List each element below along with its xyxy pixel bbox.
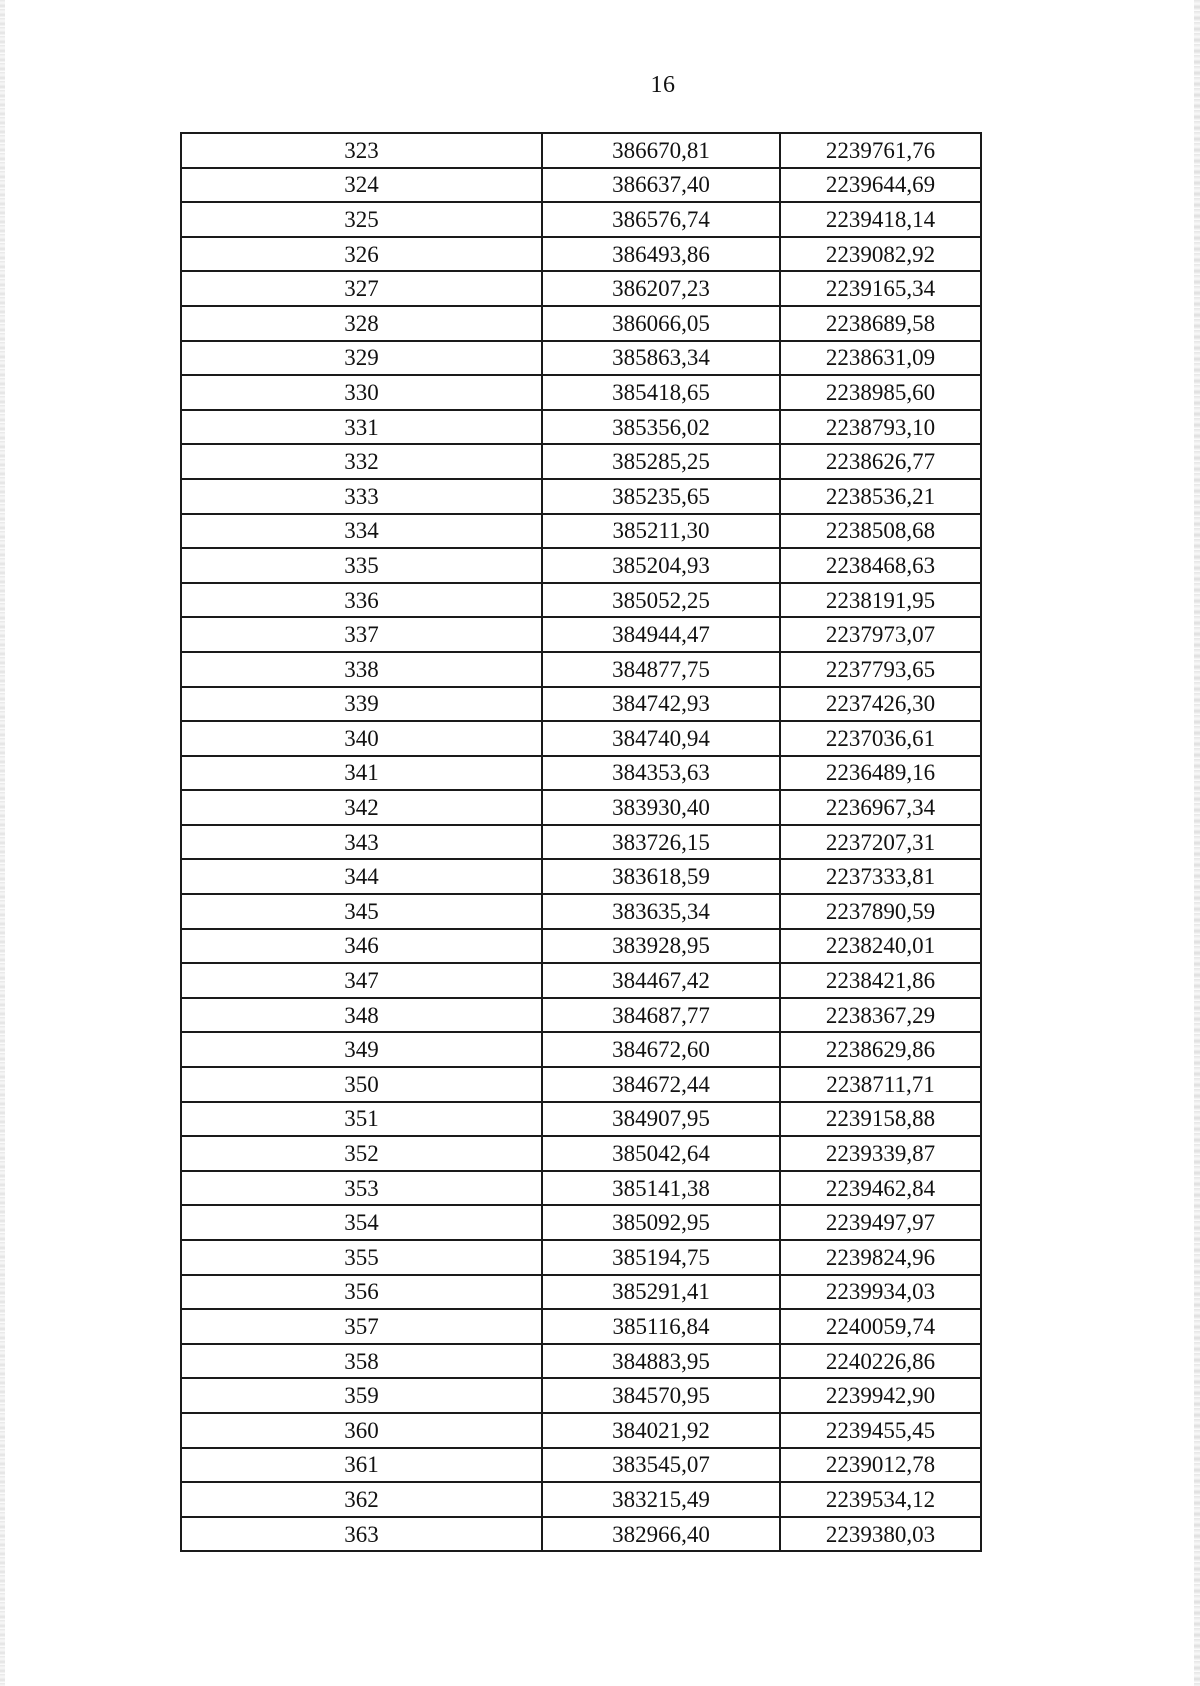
x-coordinate-cell: 384687,77 (542, 998, 780, 1033)
point-number-cell: 349 (181, 1032, 542, 1067)
point-number-cell: 329 (181, 341, 542, 376)
table-row (181, 410, 981, 445)
y-coordinate-cell: 2238631,09 (780, 341, 981, 376)
x-coordinate-cell: 385863,34 (542, 341, 780, 376)
x-coordinate-cell: 385235,65 (542, 479, 780, 514)
table-row (181, 1032, 981, 1067)
point-number-cell: 333 (181, 479, 542, 514)
x-coordinate-cell: 386576,74 (542, 202, 780, 237)
x-coordinate-cell: 383928,95 (542, 929, 780, 964)
table-row (181, 1136, 981, 1171)
y-coordinate-cell: 2236967,34 (780, 790, 981, 825)
table-row (181, 929, 981, 964)
table-row (181, 652, 981, 687)
table-row (181, 721, 981, 756)
point-number-cell: 323 (181, 133, 542, 168)
table-row (181, 375, 981, 410)
point-number-cell: 354 (181, 1205, 542, 1240)
y-coordinate-cell: 2237973,07 (780, 617, 981, 652)
table-row (181, 790, 981, 825)
x-coordinate-cell: 386493,86 (542, 237, 780, 272)
x-coordinate-cell: 384353,63 (542, 756, 780, 791)
table-row (181, 1517, 981, 1552)
y-coordinate-cell: 2239165,34 (780, 271, 981, 306)
y-coordinate-cell: 2237207,31 (780, 825, 981, 860)
y-coordinate-cell: 2239761,76 (780, 133, 981, 168)
point-number-cell: 331 (181, 410, 542, 445)
y-coordinate-cell: 2239158,88 (780, 1102, 981, 1137)
x-coordinate-cell: 384672,44 (542, 1067, 780, 1102)
table-row (181, 1448, 981, 1483)
x-coordinate-cell: 386066,05 (542, 306, 780, 341)
x-coordinate-cell: 384021,92 (542, 1413, 780, 1448)
x-coordinate-cell: 385092,95 (542, 1205, 780, 1240)
table-row (181, 202, 981, 237)
table-row (181, 168, 981, 203)
point-number-cell: 347 (181, 963, 542, 998)
y-coordinate-cell: 2237036,61 (780, 721, 981, 756)
table-row (181, 133, 981, 168)
table-row (181, 963, 981, 998)
table-row (181, 859, 981, 894)
table-row (181, 894, 981, 929)
x-coordinate-cell: 384944,47 (542, 617, 780, 652)
x-coordinate-cell: 385141,38 (542, 1171, 780, 1206)
x-coordinate-cell: 385418,65 (542, 375, 780, 410)
point-number-cell: 346 (181, 929, 542, 964)
point-number-cell: 355 (181, 1240, 542, 1275)
y-coordinate-cell: 2238508,68 (780, 514, 981, 549)
x-coordinate-cell: 385211,30 (542, 514, 780, 549)
table-row (181, 825, 981, 860)
x-coordinate-cell: 386637,40 (542, 168, 780, 203)
table-row (181, 1413, 981, 1448)
point-number-cell: 343 (181, 825, 542, 860)
y-coordinate-cell: 2239934,03 (780, 1275, 981, 1310)
x-coordinate-cell: 383726,15 (542, 825, 780, 860)
y-coordinate-cell: 2239462,84 (780, 1171, 981, 1206)
coordinates-table (180, 132, 982, 1552)
x-coordinate-cell: 386670,81 (542, 133, 780, 168)
point-number-cell: 361 (181, 1448, 542, 1483)
table-row (181, 271, 981, 306)
table-row (181, 548, 981, 583)
y-coordinate-cell: 2239082,92 (780, 237, 981, 272)
point-number-cell: 351 (181, 1102, 542, 1137)
x-coordinate-cell: 385052,25 (542, 583, 780, 618)
point-number-cell: 360 (181, 1413, 542, 1448)
table-row (181, 617, 981, 652)
table-row (181, 1171, 981, 1206)
y-coordinate-cell: 2238689,58 (780, 306, 981, 341)
y-coordinate-cell: 2237426,30 (780, 687, 981, 722)
point-number-cell: 335 (181, 548, 542, 583)
y-coordinate-cell: 2238191,95 (780, 583, 981, 618)
x-coordinate-cell: 385042,64 (542, 1136, 780, 1171)
y-coordinate-cell: 2238468,63 (780, 548, 981, 583)
x-coordinate-cell: 385116,84 (542, 1309, 780, 1344)
y-coordinate-cell: 2239418,14 (780, 202, 981, 237)
table-row (181, 1344, 981, 1379)
y-coordinate-cell: 2239534,12 (780, 1482, 981, 1517)
page-number: 16 (650, 72, 676, 98)
y-coordinate-cell: 2239380,03 (780, 1517, 981, 1552)
point-number-cell: 359 (181, 1378, 542, 1413)
point-number-cell: 325 (181, 202, 542, 237)
point-number-cell: 340 (181, 721, 542, 756)
point-number-cell: 330 (181, 375, 542, 410)
point-number-cell: 357 (181, 1309, 542, 1344)
x-coordinate-cell: 383215,49 (542, 1482, 780, 1517)
point-number-cell: 337 (181, 617, 542, 652)
point-number-cell: 344 (181, 859, 542, 894)
x-coordinate-cell: 384907,95 (542, 1102, 780, 1137)
point-number-cell: 363 (181, 1517, 542, 1552)
x-coordinate-cell: 385194,75 (542, 1240, 780, 1275)
scan-edge-left (0, 0, 5, 1686)
y-coordinate-cell: 2238626,77 (780, 444, 981, 479)
point-number-cell: 324 (181, 168, 542, 203)
table-row (181, 306, 981, 341)
point-number-cell: 352 (181, 1136, 542, 1171)
table-row (181, 1102, 981, 1137)
point-number-cell: 339 (181, 687, 542, 722)
table-row (181, 341, 981, 376)
x-coordinate-cell: 385204,93 (542, 548, 780, 583)
y-coordinate-cell: 2239824,96 (780, 1240, 981, 1275)
table-row (181, 1482, 981, 1517)
y-coordinate-cell: 2238711,71 (780, 1067, 981, 1102)
x-coordinate-cell: 384877,75 (542, 652, 780, 687)
table-row (181, 444, 981, 479)
point-number-cell: 326 (181, 237, 542, 272)
y-coordinate-cell: 2240226,86 (780, 1344, 981, 1379)
point-number-cell: 327 (181, 271, 542, 306)
y-coordinate-cell: 2239942,90 (780, 1378, 981, 1413)
table-row (181, 479, 981, 514)
x-coordinate-cell: 383618,59 (542, 859, 780, 894)
x-coordinate-cell: 384467,42 (542, 963, 780, 998)
point-number-cell: 356 (181, 1275, 542, 1310)
y-coordinate-cell: 2238536,21 (780, 479, 981, 514)
y-coordinate-cell: 2238629,86 (780, 1032, 981, 1067)
y-coordinate-cell: 2237333,81 (780, 859, 981, 894)
y-coordinate-cell: 2239339,87 (780, 1136, 981, 1171)
y-coordinate-cell: 2238367,29 (780, 998, 981, 1033)
point-number-cell: 338 (181, 652, 542, 687)
x-coordinate-cell: 384672,60 (542, 1032, 780, 1067)
x-coordinate-cell: 383635,34 (542, 894, 780, 929)
x-coordinate-cell: 383930,40 (542, 790, 780, 825)
table-row (181, 237, 981, 272)
table-row (181, 1067, 981, 1102)
y-coordinate-cell: 2238240,01 (780, 929, 981, 964)
scan-edge-right (1194, 0, 1200, 1686)
x-coordinate-cell: 384740,94 (542, 721, 780, 756)
table-row (181, 583, 981, 618)
point-number-cell: 348 (181, 998, 542, 1033)
point-number-cell: 336 (181, 583, 542, 618)
point-number-cell: 345 (181, 894, 542, 929)
point-number-cell: 353 (181, 1171, 542, 1206)
y-coordinate-cell: 2238421,86 (780, 963, 981, 998)
table-row (181, 1378, 981, 1413)
y-coordinate-cell: 2240059,74 (780, 1309, 981, 1344)
table-row (181, 1205, 981, 1240)
table-row (181, 998, 981, 1033)
y-coordinate-cell: 2238985,60 (780, 375, 981, 410)
table-row (181, 1275, 981, 1310)
table-row (181, 687, 981, 722)
y-coordinate-cell: 2239455,45 (780, 1413, 981, 1448)
point-number-cell: 328 (181, 306, 542, 341)
x-coordinate-cell: 385285,25 (542, 444, 780, 479)
x-coordinate-cell: 383545,07 (542, 1448, 780, 1483)
x-coordinate-cell: 385291,41 (542, 1275, 780, 1310)
x-coordinate-cell: 384883,95 (542, 1344, 780, 1379)
point-number-cell: 358 (181, 1344, 542, 1379)
x-coordinate-cell: 386207,23 (542, 271, 780, 306)
table-row (181, 514, 981, 549)
point-number-cell: 342 (181, 790, 542, 825)
y-coordinate-cell: 2238793,10 (780, 410, 981, 445)
y-coordinate-cell: 2236489,16 (780, 756, 981, 791)
y-coordinate-cell: 2239644,69 (780, 168, 981, 203)
x-coordinate-cell: 384742,93 (542, 687, 780, 722)
table-row (181, 1240, 981, 1275)
x-coordinate-cell: 382966,40 (542, 1517, 780, 1552)
y-coordinate-cell: 2237793,65 (780, 652, 981, 687)
table-row (181, 1309, 981, 1344)
point-number-cell: 350 (181, 1067, 542, 1102)
point-number-cell: 341 (181, 756, 542, 791)
x-coordinate-cell: 384570,95 (542, 1378, 780, 1413)
y-coordinate-cell: 2239497,97 (780, 1205, 981, 1240)
y-coordinate-cell: 2237890,59 (780, 894, 981, 929)
x-coordinate-cell: 385356,02 (542, 410, 780, 445)
coordinates-table-body (181, 133, 981, 1551)
y-coordinate-cell: 2239012,78 (780, 1448, 981, 1483)
table-row (181, 756, 981, 791)
point-number-cell: 334 (181, 514, 542, 549)
point-number-cell: 332 (181, 444, 542, 479)
point-number-cell: 362 (181, 1482, 542, 1517)
